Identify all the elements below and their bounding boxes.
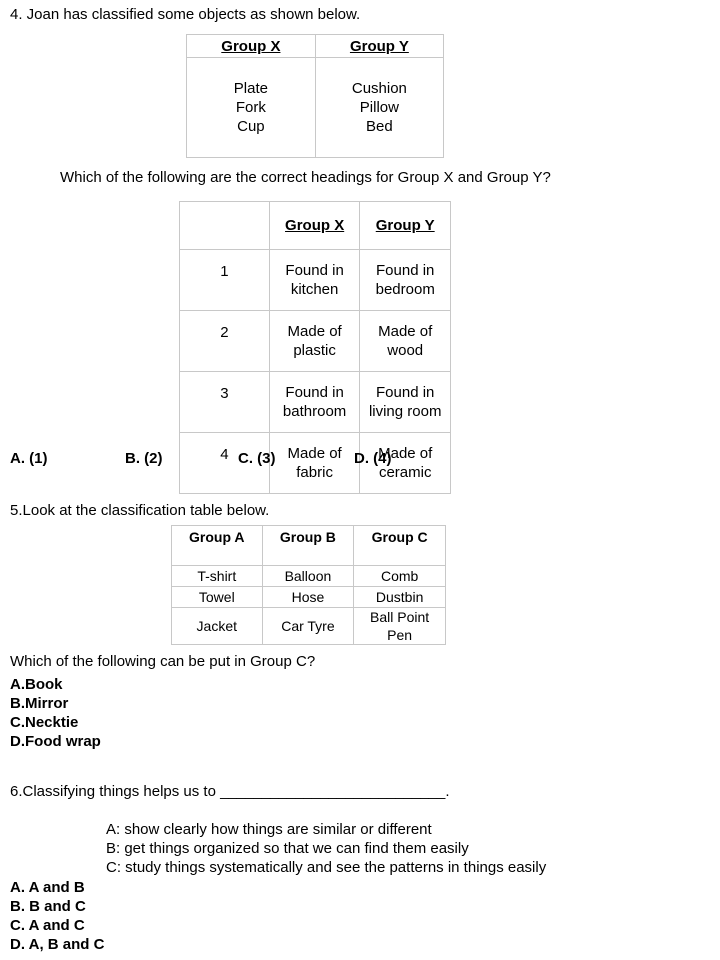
cell-line: Found in [285,262,344,279]
table-cell [360,311,451,372]
table-row [180,433,451,494]
cell-line: Made of [287,445,342,462]
q4-option-a: A. (1) [10,450,48,467]
table-row [180,372,451,433]
q5-option-c: C.Necktie [10,714,79,731]
table-row [180,311,451,372]
table-cell: Towel [172,587,263,608]
cell-line: living room [368,403,442,420]
q4-headings-table [179,201,451,494]
row-number: 2 [180,311,270,372]
q6-statement-c: C: study things systematically and see the patterns in things easily [106,859,547,876]
q6-option-b: B. B and C [10,898,86,915]
cell-line: wood [387,342,424,359]
cell-line: Found in [285,384,344,401]
q5-option-d: D.Food wrap [10,733,101,750]
table-row [172,566,446,587]
cell-line: Ball Point [370,609,430,625]
q6-statement-a: A: show clearly how things are similar or different [106,821,432,838]
cell-line: Found in [376,384,435,401]
table-cell: Balloon [262,566,354,587]
list-item: Cup [237,118,265,135]
row-number: 1 [180,250,270,311]
q6-statement-b: B: get things organized so that we can find them easily [106,840,469,857]
list-item: Fork [235,99,266,116]
list-item: Bed [366,118,393,135]
table-cell [360,372,451,433]
table-cell: Jacket [172,608,263,645]
list-item: Plate [233,80,268,97]
q4-option-d: D. (4) [354,450,392,467]
group-y-items [315,58,443,158]
table-cell [269,311,360,372]
cell-line: Made of [378,323,433,340]
table-header: Group B [262,526,354,566]
table-cell [269,433,360,494]
cell-line: ceramic [378,464,432,481]
cell-line: kitchen [290,281,339,298]
cell-line: fabric [296,464,333,481]
q5-option-a: A.Book [10,676,63,693]
cell-line: Found in [376,262,435,279]
q4-option-c: C. (3) [238,450,276,467]
table-cell: Hose [262,587,354,608]
table-row [172,608,446,645]
q4-objects-table [186,34,444,158]
q6-prompt: 6.Classifying things helps us to ___________________________. [10,783,450,800]
row-number: 3 [180,372,270,433]
table-header: Group X [269,202,360,250]
table-header: Group X [187,35,316,58]
cell-line: Made of [287,323,342,340]
table-cell [269,250,360,311]
list-item: Pillow [359,99,399,116]
table-header: Group A [172,526,263,566]
table-cell: Dustbin [354,587,446,608]
q6-option-d: D. A, B and C [10,936,105,953]
row-number: 4 [180,433,270,494]
q6-option-a: A. A and B [10,879,85,896]
table-cell: T-shirt [172,566,263,587]
cell-line: Made of [378,445,433,462]
table-cell [354,608,446,645]
table-cell: Car Tyre [262,608,354,645]
q4-option-b: B. (2) [125,450,163,467]
table-header: Group C [354,526,446,566]
q4-question: Which of the following are the correct headings for Group X and Group Y? [60,169,551,186]
table-cell [360,250,451,311]
table-header: Group Y [315,35,443,58]
table-row [172,587,446,608]
table-header: Group Y [360,202,451,250]
cell-line: Pen [387,627,413,643]
cell-line: plastic [293,342,336,359]
table-cell [269,372,360,433]
table-cell: Comb [354,566,446,587]
table-header [180,202,270,250]
q6-option-c: C. A and C [10,917,85,934]
list-item: Cushion [351,80,407,97]
q5-option-b: B.Mirror [10,695,69,712]
table-row [180,250,451,311]
cell-line: bedroom [375,281,435,298]
q5-prompt: 5.Look at the classification table below. [10,502,270,519]
q5-classification-table [171,525,446,645]
q5-question: Which of the following can be put in Group C? [10,653,316,670]
cell-line: bathroom [282,403,347,420]
q4-prompt: 4. Joan has classified some objects as shown below. [10,6,361,23]
group-x-items [187,58,316,158]
